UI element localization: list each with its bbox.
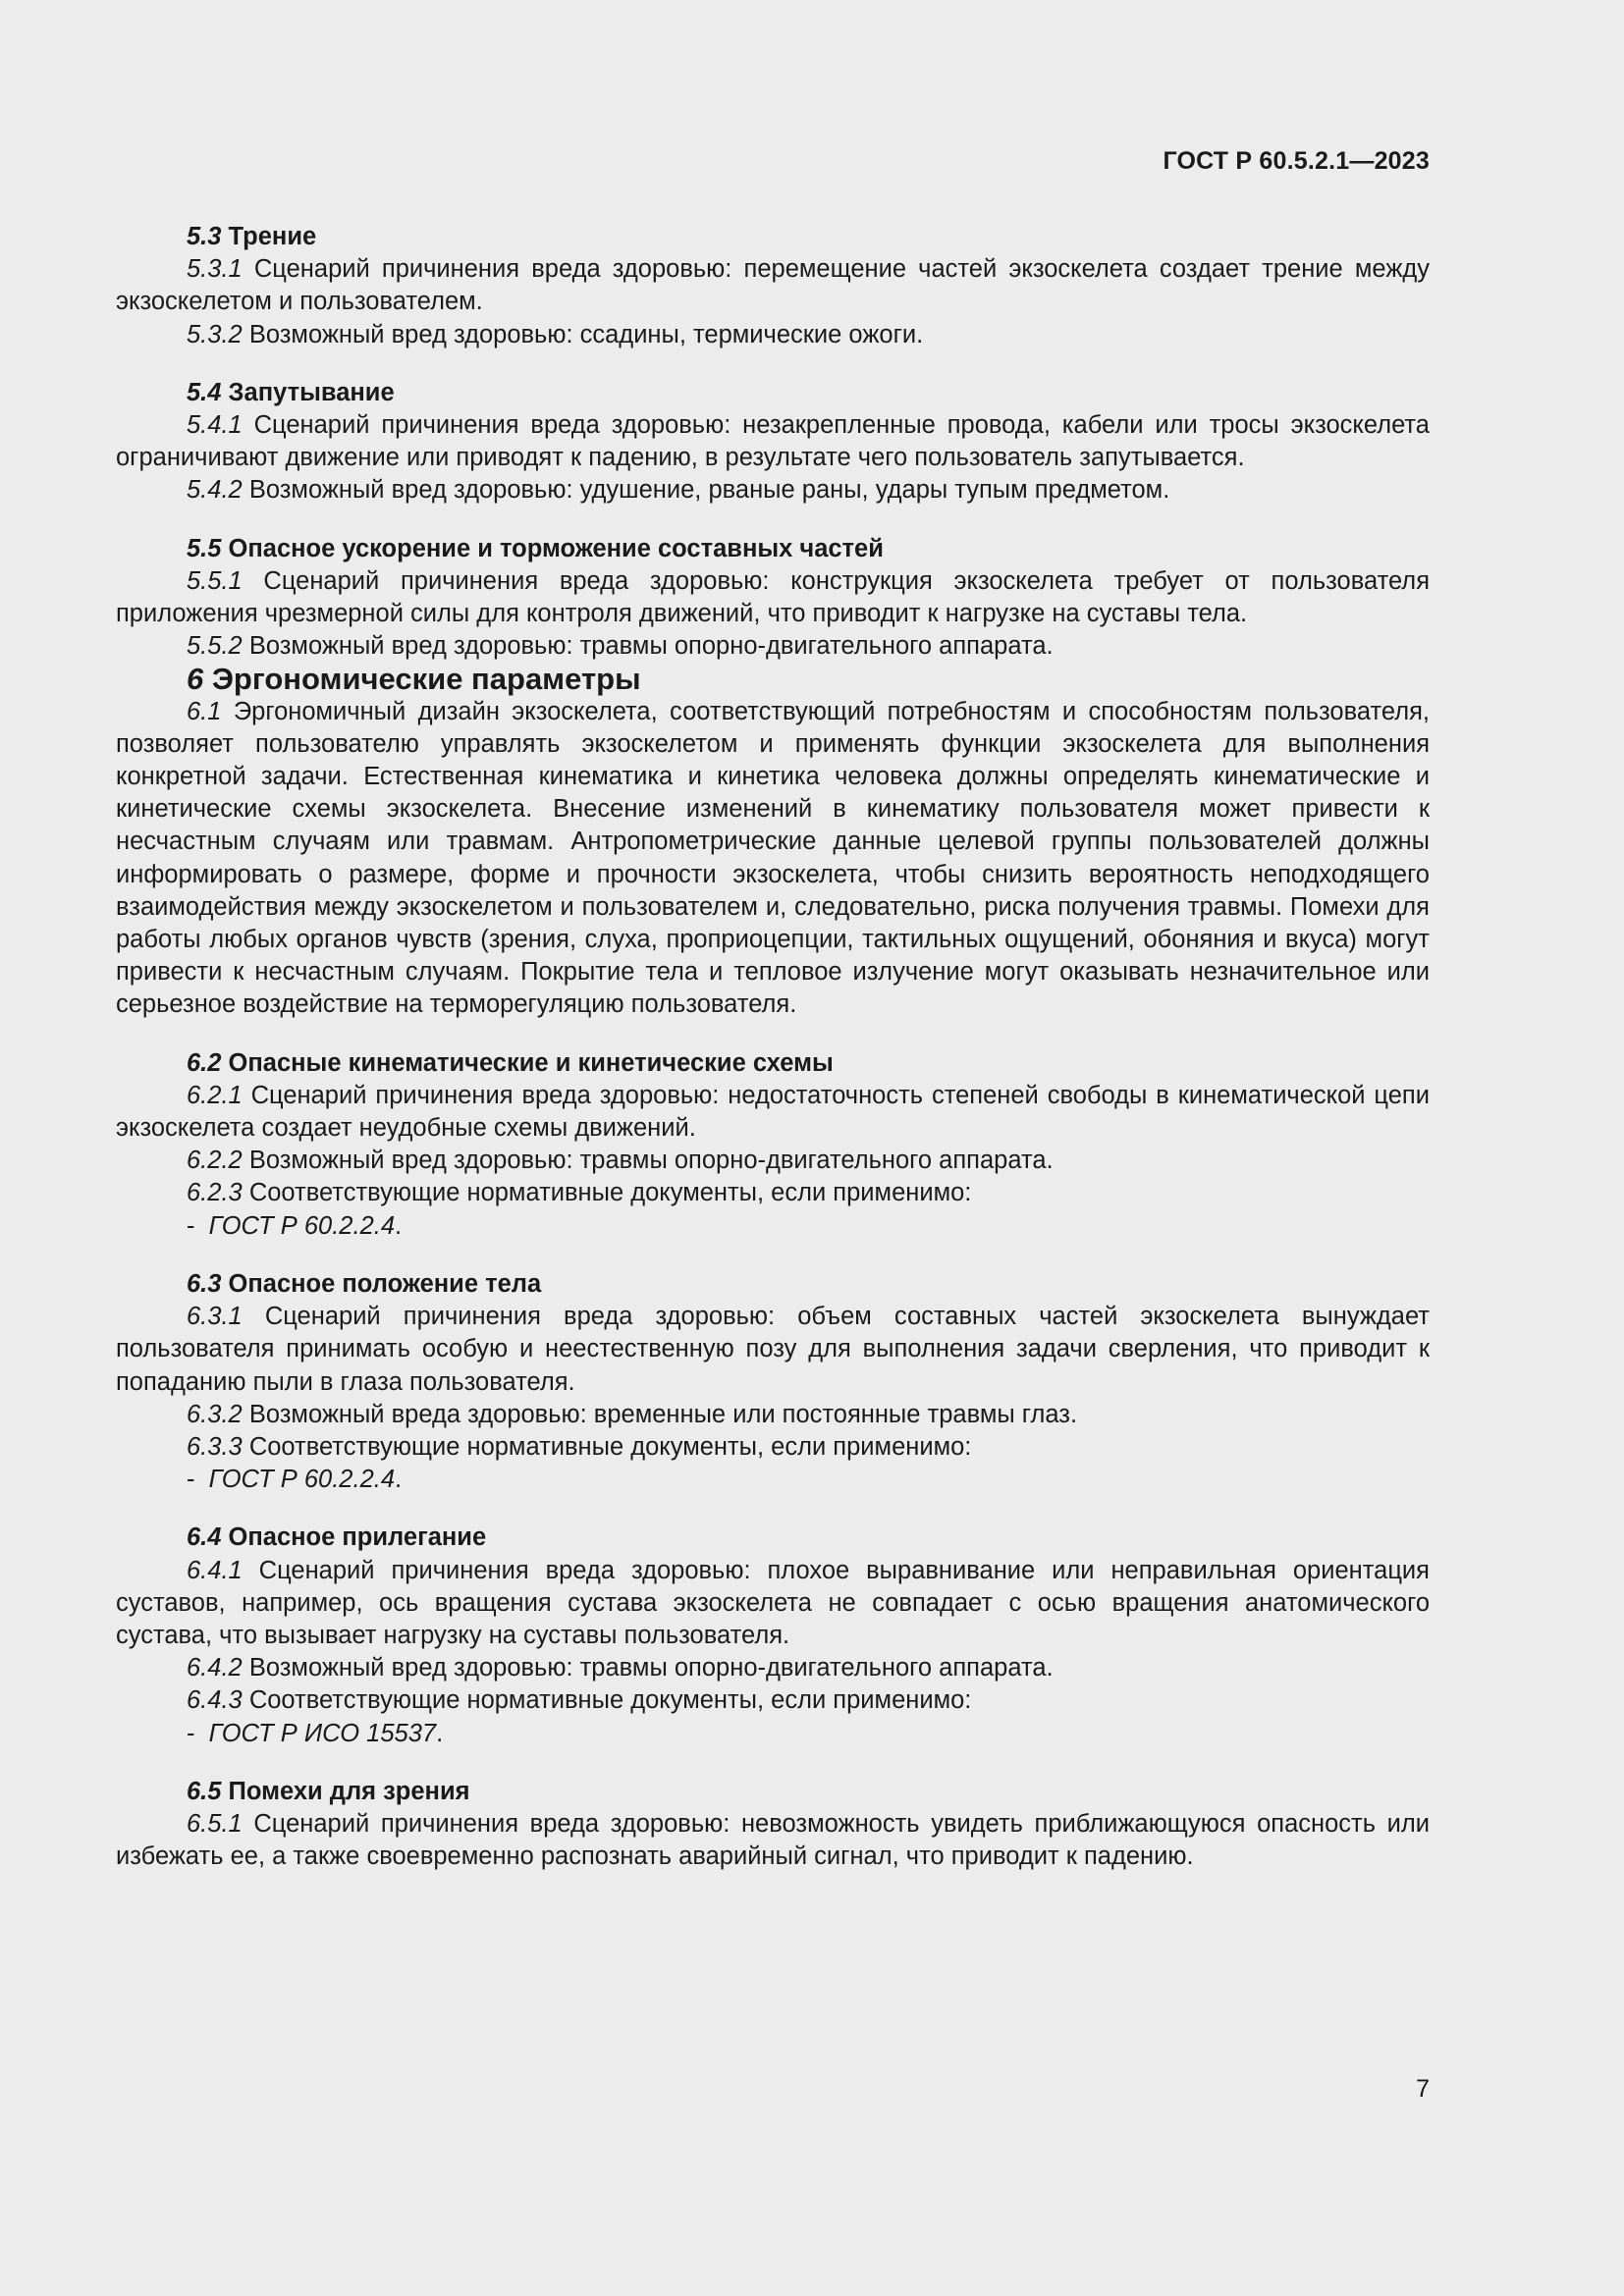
- clause-text: Сценарий причинения вреда здоровью: конструкция экзоскелета требует от пользователя приложения чрезмерной силы для контроля движений, что приводит к нагрузке на суставы тела.: [116, 566, 1430, 628]
- section-number: 6.3: [187, 1269, 222, 1298]
- paragraph-6-5-1: [116, 1808, 1430, 1873]
- section-heading-6-3: [116, 1268, 1430, 1301]
- paragraph-5-5-1: [116, 565, 1430, 630]
- clause-text: Соответствующие нормативные документы, если применимо:: [248, 1179, 972, 1207]
- clause-number: 6.5.1: [187, 1809, 243, 1838]
- paragraph-6-2-2: [116, 1145, 1430, 1177]
- reference-end: .: [436, 1719, 444, 1747]
- section-title: Помехи для зрения: [228, 1777, 470, 1805]
- clause-number: 6.4.3: [187, 1686, 243, 1715]
- clause-text: Сценарий причинения вреда здоровью: невозможность увидеть приближающуюся опасность или избежать ее, а также своевременно распознать аварийный сигнал, что приводит к падению.: [116, 1809, 1430, 1871]
- reference-item: [116, 1210, 1430, 1243]
- paragraph-6-3-1: [116, 1301, 1430, 1399]
- clause-number: 6.2.3: [187, 1179, 243, 1207]
- section-heading-5-5: [116, 533, 1430, 565]
- paragraph-5-4-2: [116, 474, 1430, 507]
- clause-text: Возможный вреда здоровью: временные или постоянные травмы глаз.: [248, 1400, 1078, 1428]
- clause-number: 6.1: [187, 697, 222, 725]
- page-number: 7: [1416, 2075, 1430, 2103]
- section-title: Запутывание: [228, 378, 395, 406]
- clause-text: Сценарий причинения вреда здоровью: недостаточность степеней свободы в кинематической цепи экзоскелета создает неудобные схемы движений.: [116, 1081, 1430, 1143]
- reference-end: .: [395, 1466, 403, 1494]
- reference-standard: ГОСТ Р ИСО 15537: [208, 1719, 437, 1747]
- reference-item: [116, 1464, 1430, 1496]
- paragraph-6-4-3: [116, 1684, 1430, 1717]
- clause-number: 5.4.2: [187, 476, 243, 505]
- paragraph-6-3-3: [116, 1431, 1430, 1464]
- paragraph-6-1: [116, 696, 1430, 1022]
- document-header: ГОСТ Р 60.5.2.1—2023: [1163, 147, 1430, 175]
- clause-text: Возможный вред здоровью: ссадины, термические ожоги.: [248, 320, 924, 348]
- list-dash: -: [187, 1719, 195, 1747]
- section-number: 5.5: [187, 534, 222, 562]
- section-heading-6-2: [116, 1047, 1430, 1080]
- reference-item: [116, 1718, 1430, 1750]
- section-heading-6-5: [116, 1776, 1430, 1808]
- clause-number: 6.4.1: [187, 1556, 243, 1584]
- clause-number: 6.3.2: [187, 1400, 243, 1428]
- clause-number: 5.3.2: [187, 320, 243, 348]
- section-number: 6.2: [187, 1048, 222, 1077]
- section-number: 5.4: [187, 378, 222, 406]
- clause-text: Возможный вред здоровью: травмы опорно-двигательного аппарата.: [248, 1654, 1054, 1682]
- clause-text: Возможный вред здоровью: травмы опорно-двигательного аппарата.: [248, 1147, 1054, 1175]
- clause-number: 5.4.1: [187, 411, 243, 440]
- section-number: 6.4: [187, 1523, 222, 1552]
- clause-number: 5.3.1: [187, 255, 243, 284]
- paragraph-5-3-2: [116, 319, 1430, 351]
- document-body: [116, 221, 1430, 1873]
- paragraph-6-3-2: [116, 1399, 1430, 1431]
- clause-number: 5.5.2: [187, 632, 243, 661]
- section-title: Опасное ускорение и торможение составных частей: [228, 534, 884, 562]
- reference-end: .: [395, 1211, 403, 1240]
- section-title: Трение: [228, 223, 317, 250]
- reference-standard: ГОСТ Р 60.2.2.4: [208, 1211, 396, 1240]
- clause-number: 6.3.3: [187, 1432, 243, 1461]
- list-dash: -: [187, 1211, 195, 1240]
- paragraph-6-2-3: [116, 1177, 1430, 1209]
- chapter-heading-6: [116, 663, 1430, 695]
- reference-standard: ГОСТ Р 60.2.2.4: [208, 1466, 396, 1494]
- paragraph-6-4-2: [116, 1652, 1430, 1684]
- section-number: 5.3: [187, 223, 222, 250]
- clause-text: Соответствующие нормативные документы, если применимо:: [248, 1686, 972, 1715]
- clause-number: 5.5.1: [187, 566, 243, 595]
- clause-text: Сценарий причинения вреда здоровью: объем составных частей экзоскелета вынуждает пользователя принимать особую и неестественную позу для выполнения задачи сверления, что приводит к попаданию пыли в глаза пользователя.: [116, 1303, 1430, 1396]
- paragraph-5-4-1: [116, 409, 1430, 474]
- section-heading-6-4: [116, 1522, 1430, 1554]
- section-title: Опасные кинематические и кинетические схемы: [228, 1048, 834, 1077]
- list-dash: -: [187, 1466, 195, 1494]
- section-number: 6.5: [187, 1777, 222, 1805]
- clause-text: Возможный вред здоровью: травмы опорно-двигательного аппарата.: [248, 632, 1054, 661]
- clause-number: 6.2.2: [187, 1147, 243, 1175]
- paragraph-6-4-1: [116, 1555, 1430, 1653]
- clause-text: Сценарий причинения вреда здоровью: перемещение частей экзоскелета создает трение между экзоскелетом и пользователем.: [116, 255, 1431, 316]
- chapter-number: 6: [187, 662, 204, 697]
- section-heading-5-4: [116, 377, 1430, 409]
- paragraph-5-3-1: [116, 253, 1430, 318]
- paragraph-5-5-2: [116, 630, 1430, 663]
- clause-number: 6.3.1: [187, 1303, 243, 1331]
- clause-text: Соответствующие нормативные документы, если применимо:: [248, 1432, 972, 1461]
- clause-text: Сценарий причинения вреда здоровью: плохое выравнивание или неправильная ориентация суставов, например, ось вращения сустава экзоскелета не совпадает с осью вращения анатомического сустава, что вызывает нагрузку на суставы пользователя.: [116, 1556, 1430, 1649]
- clause-text: Возможный вред здоровью: удушение, рваные раны, удары тупым предметом.: [248, 476, 1170, 505]
- section-title: Опасное положение тела: [228, 1269, 542, 1298]
- paragraph-6-2-1: [116, 1080, 1430, 1145]
- section-title: Опасное прилегание: [228, 1523, 487, 1552]
- section-heading-5-3: [116, 221, 1430, 253]
- clause-number: 6.2.1: [187, 1081, 243, 1109]
- clause-number: 6.4.2: [187, 1654, 243, 1682]
- chapter-title: Эргономические параметры: [211, 662, 641, 697]
- clause-text: Эргономичный дизайн экзоскелета, соответствующий потребностям и способностям пользователя, позволяет пользователю управлять экзоскелетом и применять функции экзоскелета для выполнения конкретной задачи. Естественная кинематика и кинетика человека должны определять кинематические и кинетические схемы экзоскелета. Внесение изменений в кинематику пользователя может привести к несчастным случаям или травмам. Антропометрические данные целевой группы пользователей должны информировать о размере, форме и прочности экзоскелета, чтобы снизить вероятность неподходящего взаимодействия между экзоскелетом и пользователем и, следовательно, риска получения травмы. Помехи для работы любых органов чувств (зрения, слуха, проприоцепции, тактильных ощущений, обоняния и вкуса) могут привести к несчастным случаям. Покрытие тела и тепловое излучение могут оказывать незначительное или серьезное воздействие на терморегуляцию пользователя.: [116, 697, 1430, 1019]
- clause-text: Сценарий причинения вреда здоровью: незакрепленные провода, кабели или тросы экзоскелета ограничивают движение или приводят к падению, в результате чего пользователь запутывается.: [116, 411, 1430, 472]
